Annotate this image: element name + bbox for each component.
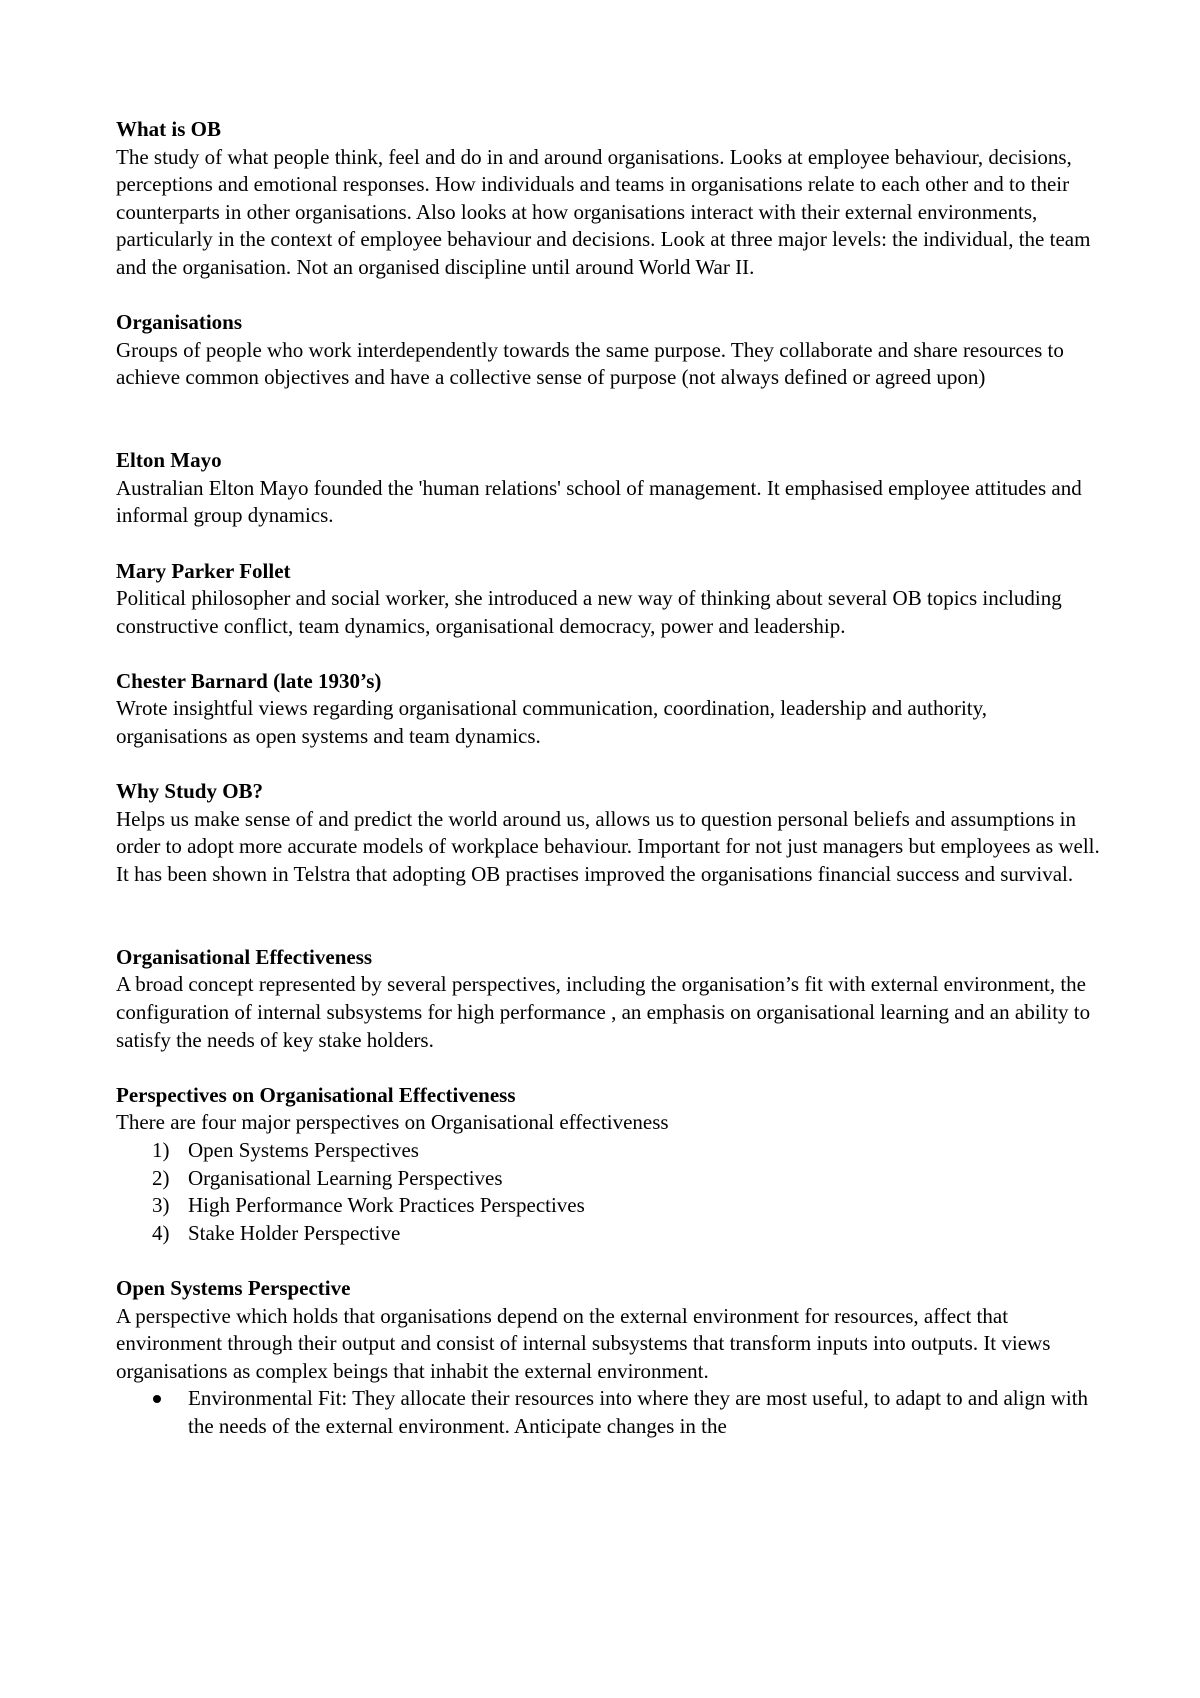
- document-page: [116, 116, 1100, 1441]
- list-item-number: 3): [152, 1193, 170, 1218]
- list-item-text: Open Systems Perspectives: [188, 1137, 419, 1162]
- list-item-text: Organisational Learning Perspectives: [188, 1165, 503, 1190]
- section-body: There are four major perspectives on Organisational effectiveness: [116, 1110, 669, 1135]
- section-heading: Mary Parker Follet: [116, 558, 291, 583]
- section-open-systems-perspective: [116, 1275, 1100, 1441]
- section-why-study-ob: [116, 778, 1100, 888]
- section-heading: Elton Mayo: [116, 448, 222, 473]
- section-organisational-effectiveness: [116, 944, 1100, 1054]
- list-item-number: 1): [152, 1137, 170, 1162]
- section-organisations: [116, 309, 1100, 392]
- list-item-text: High Performance Work Practices Perspectives: [188, 1193, 585, 1218]
- section-body: Wrote insightful views regarding organisational communication, coordination, leadership and authority, organisations as open systems and team dynamics.: [116, 696, 988, 749]
- list-item: [116, 1220, 1100, 1248]
- list-item: [116, 1192, 1100, 1220]
- section-heading: Organisational Effectiveness: [116, 944, 373, 969]
- list-item: [116, 1165, 1100, 1193]
- section-body: A broad concept represented by several perspectives, including the organisation’s fit with external environment, the configuration of internal subsystems for high performance , an emphasis on organisational learning and an ability to satisfy the needs of key stake holders.: [116, 972, 1091, 1052]
- section-chester-barnard: [116, 668, 1100, 751]
- section-heading: Chester Barnard (late 1930’s): [116, 668, 382, 693]
- section-body: Groups of people who work interdependently towards the same purpose. They collaborate and share resources to achieve common objectives and have a collective sense of purpose (not always defined or agreed upon): [116, 337, 1064, 390]
- section-body: The study of what people think, feel and do in and around organisations. Looks at employee behaviour, decisions, perceptions and emotional responses. How individuals and teams in organisations relate to each other and to their counterparts in other organisations. Also looks at how organisations interact with their external environments, particularly in the context of employee behaviour and decisions. Look at three major levels: the individual, the team and the organisation. Not an organised discipline until around World War II.: [116, 144, 1091, 279]
- section-mary-parker-follet: [116, 558, 1100, 641]
- bullet-item-text: Environmental Fit: They allocate their resources into where they are most useful, to adapt to and align with the needs of the external environment. Anticipate changes in the: [188, 1386, 1089, 1438]
- list-item: [116, 1137, 1100, 1165]
- section-body: A perspective which holds that organisations depend on the external environment for resources, affect that environment through their output and consist of internal subsystems that transform inputs into outputs. It views organisations as complex beings that inhabit the external environment.: [116, 1303, 1051, 1383]
- section-perspectives: [116, 1082, 1100, 1248]
- list-item-text: Stake Holder Perspective: [188, 1220, 401, 1245]
- section-heading: Perspectives on Organisational Effectiveness: [116, 1082, 516, 1107]
- section-heading: Open Systems Perspective: [116, 1275, 351, 1300]
- open-systems-bullets: [116, 1385, 1100, 1440]
- perspectives-list: [116, 1137, 1100, 1247]
- list-item-number: 2): [152, 1165, 170, 1190]
- section-body: Political philosopher and social worker, she introduced a new way of thinking about several OB topics including constructive conflict, team dynamics, organisational democracy, power and leadership.: [116, 586, 1062, 638]
- list-item-number: 4): [152, 1220, 170, 1245]
- section-body: Australian Elton Mayo founded the 'human relations' school of management. It emphasised employee attitudes and informal group dynamics.: [116, 475, 1082, 528]
- section-heading: What is OB: [116, 117, 222, 141]
- bullet-dot-icon: [153, 1395, 161, 1403]
- section-heading: Why Study OB?: [116, 779, 264, 804]
- section-heading: Organisations: [116, 310, 243, 335]
- section-elton-mayo: [116, 447, 1100, 530]
- bullet-item: [116, 1385, 1100, 1440]
- section-body: Helps us make sense of and predict the world around us, allows us to question personal beliefs and assumptions in order to adopt more accurate models of workplace behaviour. Important for not just managers but employees as well. It has been shown in Telstra that adopting OB practises improved the organisations financial success and survival.: [116, 806, 1100, 887]
- section-what-is-ob: [116, 116, 1100, 282]
